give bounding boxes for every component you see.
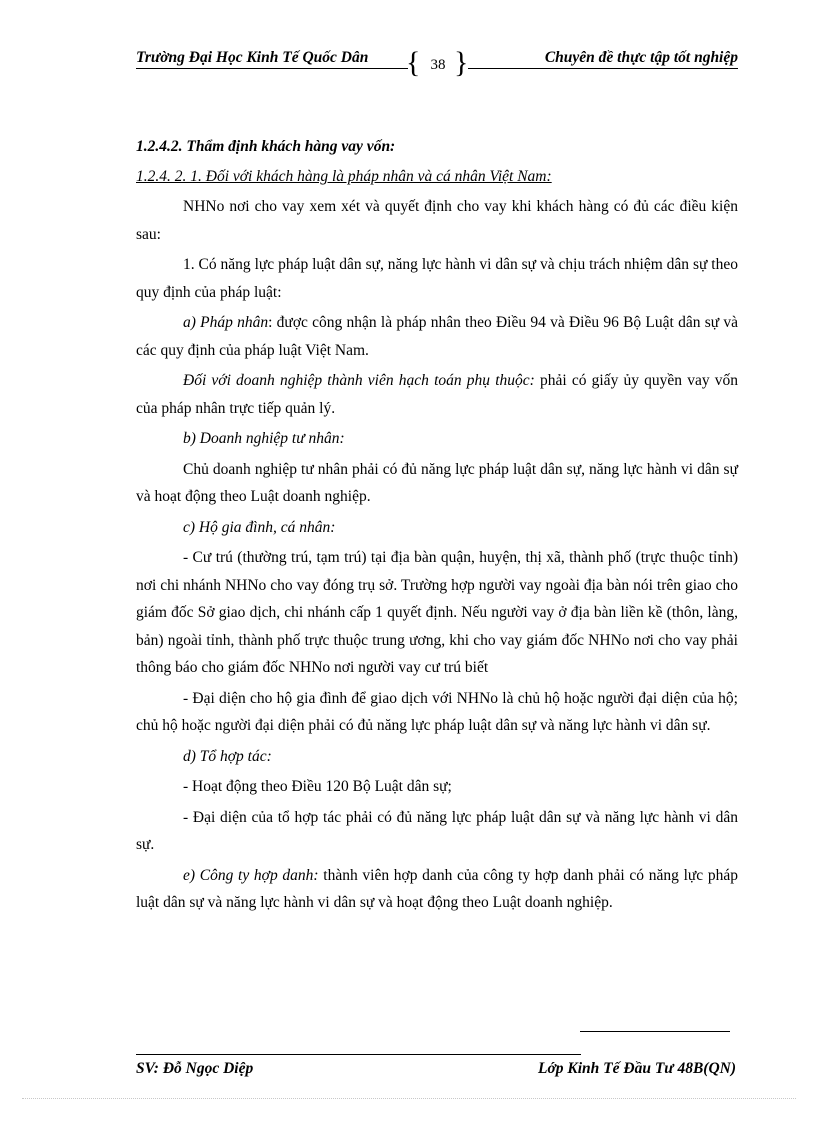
header-rule-right [468, 68, 738, 69]
paragraph-intro: NHNo nơi cho vay xem xét và quyết định cho vay khi khách hàng có đủ các điều kiện sau: [136, 198, 738, 243]
label-partnership: e) Công ty hợp danh: [183, 866, 319, 884]
text-member-enterprise: phải có giấy ủy quyền vay vốn của pháp nhân trực tiếp quản lý. [136, 372, 738, 417]
footer-student: SV: Đỗ Ngọc Diệp [136, 1060, 254, 1077]
paragraph-private-enterprise: Chủ doanh nghiệp tư nhân phải có đủ năng lực pháp luật dân sự, năng lực hành vi dân sự và hoạt động theo Luật doanh nghiệp. [136, 460, 738, 505]
paragraph-condition-1: 1. Có năng lực pháp luật dân sự, năng lực hành vi dân sự và chịu trách nhiệm dân sự theo quy định của pháp luật: [136, 256, 738, 301]
heading-household: c) Hộ gia đình, cá nhân: [183, 518, 336, 536]
paragraph-cooperative-article: - Hoạt động theo Điều 120 Bộ Luật dân sự; [183, 778, 452, 795]
text-legal-entity: : được công nhận là pháp nhân theo Điều 94 và Điều 96 Bộ Luật dân sự và các quy định của pháp luật Việt Nam. [136, 314, 738, 359]
heading-private-enterprise: b) Doanh nghiệp tư nhân: [183, 430, 345, 447]
header-university: Trường Đại Học Kinh Tế Quốc Dân [136, 49, 369, 66]
paragraph-cooperative-representative: - Đại diện của tổ hợp tác phải có đủ năng lực pháp luật dân sự và năng lực hành vi dân sự. [136, 808, 738, 853]
paragraph-household-representative: - Đại diện cho hộ gia đình để giao dịch với NHNo là chủ hộ hoặc người đại diện của hộ; chủ hộ hoặc người đại diện phải có đủ năng lực pháp luật dân sự và năng lực hành vi dân sự. [136, 689, 738, 734]
paragraph-legal-entity [136, 309, 738, 364]
signature-line [580, 1031, 730, 1032]
heading-cooperative: d) Tổ hợp tác: [183, 747, 272, 765]
document-body [136, 133, 738, 917]
label-member-enterprise: Đối với doanh nghiệp thành viên hạch toán phụ thuộc: [183, 372, 535, 389]
text-partnership: thành viên hợp danh của công ty hợp danh phải có năng lực pháp luật dân sự và năng lực hành vi dân sự và hoạt động theo Luật doanh nghiệp. [136, 866, 739, 911]
label-legal-entity: a) Pháp nhân [183, 314, 269, 331]
page-number-brace-right: } [454, 46, 469, 79]
header-rule-left [136, 68, 408, 69]
footer-rule [136, 1054, 581, 1055]
page-number: 38 [430, 57, 446, 73]
subsection-heading: 1.2.4. 2. 1. Đối với khách hàng là pháp nhân và cá nhân Việt Nam: [136, 167, 552, 185]
page-footer [136, 1050, 738, 1080]
page-header [136, 44, 738, 84]
section-heading: 1.2.4.2. Thẩm định khách hàng vay vốn: [136, 138, 396, 155]
page-number-brace-left: { [406, 46, 421, 79]
footer-class: Lớp Kinh Tế Đầu Tư 48B(QN) [537, 1060, 736, 1077]
paragraph-member-enterprise [136, 367, 738, 422]
page-edge-divider [22, 1098, 796, 1099]
paragraph-residence: - Cư trú (thường trú, tạm trú) tại địa bàn quận, huyện, thị xã, thành phố (trực thuộc tỉnh) nơi chi nhánh NHNo cho vay đóng trụ sở. Trường hợp người vay ngoài địa bàn nói trên giao cho giám đốc Sở giao dịch, chi nhánh cấp 1 quyết định. Nếu người vay ở địa bàn liền kề (thôn, làng, bản) ngoài tỉnh, thành phố trực thuộc trung ương, khi cho vay giám đốc NHNo nơi cho vay phải thông báo cho giám đốc NHNo nơi người vay cư trú biết [136, 549, 738, 676]
paragraph-partnership [136, 862, 738, 917]
header-report-title: Chuyên đề thực tập tốt nghiệp [544, 49, 738, 66]
